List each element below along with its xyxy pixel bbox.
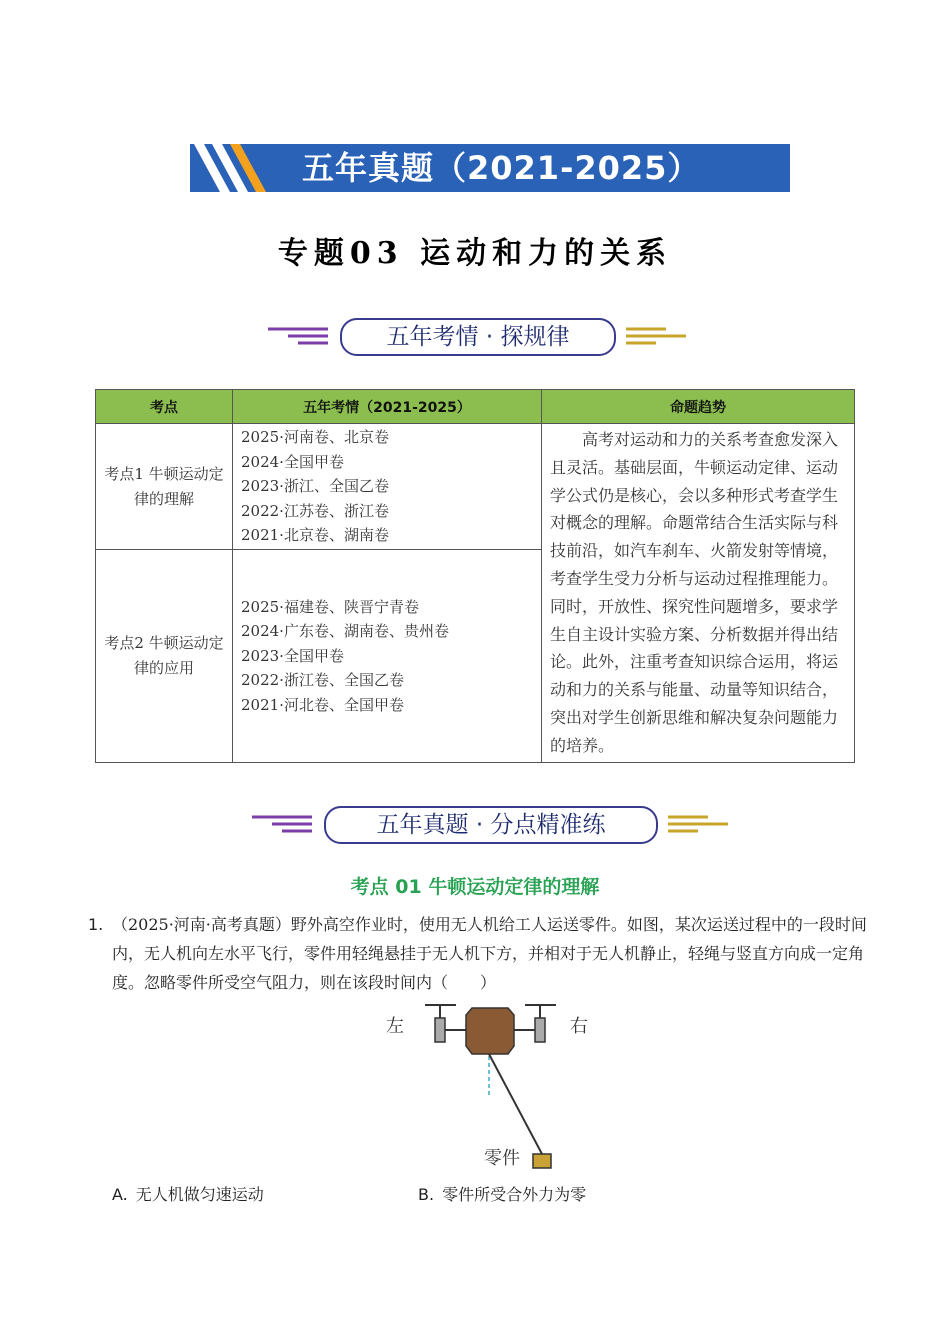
year-item: 2023·浙江、全国乙卷 bbox=[241, 477, 389, 496]
left-lines-icon bbox=[268, 326, 330, 346]
year-item: 2024·全国甲卷 bbox=[241, 452, 344, 471]
document-title: 专题03 运动和力的关系 bbox=[277, 236, 673, 271]
option-b[interactable] bbox=[418, 1182, 586, 1205]
question-text: （2025·河南·高考真题）野外高空作业时，使用无人机给工人运送零件。如图，某次运送过程中的一段时间内，无人机向左水平飞行，零件用轻绳悬挂于无人机下方，并相对于无人机静止，轻绳与竖直方向成一定角度。忽略零件所受空气阻力，则在该段时间内（ ） bbox=[112, 915, 867, 992]
left-lines-icon bbox=[252, 814, 314, 834]
header-trend: 命题趋势 bbox=[542, 390, 855, 424]
right-lines-icon bbox=[668, 814, 730, 834]
banner-title: 五年真题（2021-2025） bbox=[302, 149, 701, 187]
question-1 bbox=[88, 910, 868, 997]
option-a[interactable] bbox=[112, 1182, 264, 1205]
banner-stripes-icon bbox=[190, 144, 300, 192]
table-row bbox=[96, 424, 855, 550]
section-pill: 五年考情 · 探规律 bbox=[340, 318, 616, 356]
top-banner bbox=[190, 144, 790, 192]
exam-analysis-table bbox=[95, 389, 855, 763]
year-item: 2021·北京卷、湖南卷 bbox=[241, 526, 389, 545]
right-lines-icon bbox=[626, 326, 688, 346]
year-item: 2022·江苏卷、浙江卷 bbox=[241, 501, 389, 520]
table-header-row bbox=[96, 390, 855, 424]
figure-right-label: 右 bbox=[570, 1016, 588, 1037]
option-label: B. bbox=[418, 1185, 435, 1204]
years-cell bbox=[233, 424, 542, 550]
year-item: 2022·浙江卷、全国乙卷 bbox=[241, 671, 404, 690]
option-label: A. bbox=[112, 1185, 128, 1204]
header-years: 五年考情（2021-2025） bbox=[233, 390, 542, 424]
figure-part-label: 零件 bbox=[484, 1148, 520, 1169]
drone-figure bbox=[380, 998, 588, 1174]
years-cell bbox=[233, 550, 542, 763]
section-header-exam-analysis bbox=[268, 318, 688, 358]
option-text: 零件所受合外力为零 bbox=[442, 1185, 587, 1204]
section-header-practice bbox=[252, 806, 732, 846]
trend-cell: 高考对运动和力的关系考查愈发深入且灵活。基础层面，牛顿运动定律、运动学公式仍是核心，会以多种形式考查学生对概念的理解。命题常结合生活实际与科技前沿，如汽车刹车、火箭发射等情境，考查学生受力分析与运动过程推理能力。同时，开放性、探究性问题增多，要求学生自主设计实验方案、分析数据并得出结论。此外，注重考查知识综合运用，将运动和力的关系与能量、动量等知识结合，突出对学生创新思维和解决复杂问题能力的培养。 bbox=[542, 424, 855, 763]
year-item: 2021·河北卷、全国甲卷 bbox=[241, 695, 404, 714]
option-text: 无人机做匀速运动 bbox=[135, 1185, 264, 1204]
question-number: 1. bbox=[88, 915, 104, 934]
point-cell: 考点1 牛顿运动定律的理解 bbox=[96, 424, 233, 550]
section-pill: 五年真题 · 分点精准练 bbox=[324, 806, 658, 844]
header-point: 考点 bbox=[96, 390, 233, 424]
figure-left-label: 左 bbox=[386, 1016, 404, 1037]
year-item: 2024·广东卷、湖南卷、贵州卷 bbox=[241, 622, 449, 641]
year-item: 2025·河南卷、北京卷 bbox=[241, 428, 389, 447]
point-cell: 考点2 牛顿运动定律的应用 bbox=[96, 550, 233, 763]
year-item: 2023·全国甲卷 bbox=[241, 646, 344, 665]
kaodian-heading: 考点 01 牛顿运动定律的理解 bbox=[350, 876, 600, 898]
year-item: 2025·福建卷、陕晋宁青卷 bbox=[241, 597, 419, 616]
